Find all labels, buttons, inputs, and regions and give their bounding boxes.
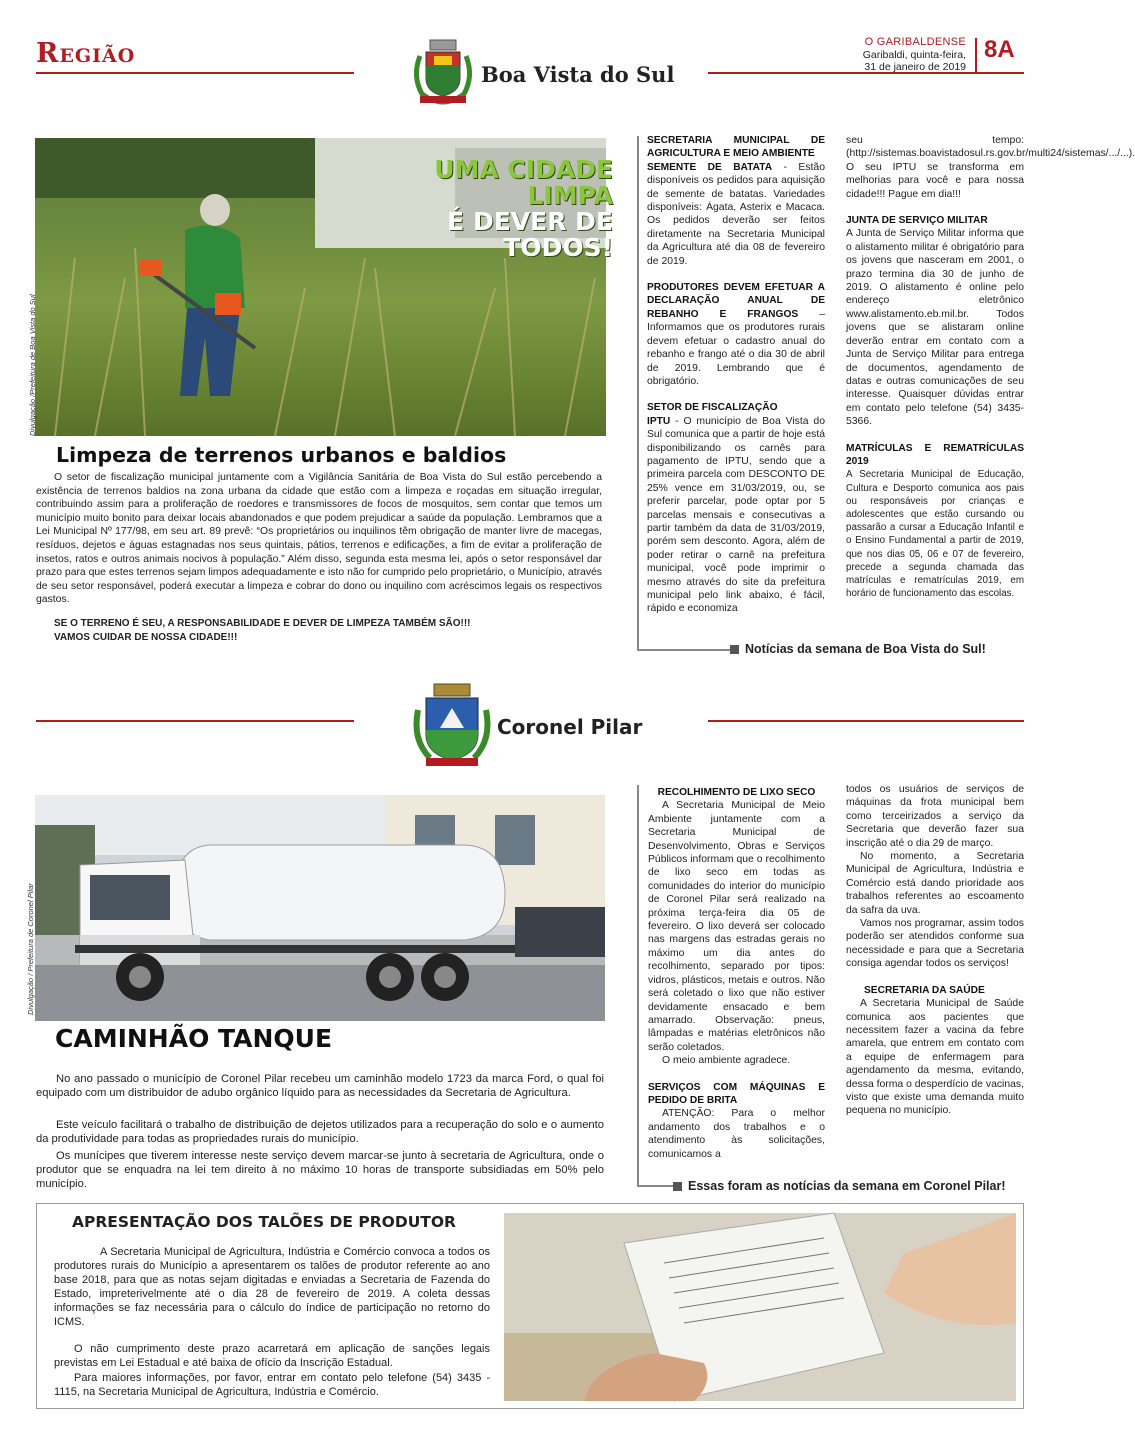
- section-title: Região: [36, 38, 136, 69]
- bvs-footer-tagline: [730, 642, 986, 656]
- cp-article-p1: No ano passado o município de Coronel Pilar recebeu um caminhão modelo 1723 da marca Ford, o qual foi equipado com um distribuidor de adubo orgânico líquido para as necessidades da Secretaria de Agricultura.: [36, 1073, 604, 1100]
- coronel-pilar-town-name: Coronel Pilar: [497, 715, 643, 739]
- scheduling-text: Vamos nos programar, assim todos poderão ser atendidos conforme sua necessidade e para que a Secretaria consiga agendar todos os serviços!: [846, 918, 1024, 970]
- cp-footer-text: Essas foram as notícias da semana em Coronel Pilar!: [688, 1179, 1006, 1193]
- cp-rule-left: [36, 720, 354, 722]
- square-bullet-icon: [673, 1182, 682, 1191]
- military-service-text: A Junta de Serviço Militar informa que o alistamento militar é obrigatório para os jovens que nasceram em 2001, o prazo termina dia 30 de junho de 2019. O alistamento é online pelo endereço eletrônico www.alistamento.eb.mil.br. Todos jovens que se alistaram online deverão entrar em contato com a Junta de Serviço Militar para entrega de documentos, agendamento de datas e outras comunicações de seu interesse. Quaisquer dúvidas entrar em contato pelo telefone (54) 3435-5366.: [846, 228, 1024, 428]
- bvs-photo-credit: Divulgação /Prefeitura de Boa Vista do Sul: [28, 294, 37, 436]
- cp-headline: CAMINHÃO TANQUE: [55, 1024, 333, 1053]
- paper-name: O GARIBALDENSE: [864, 36, 966, 48]
- bvs-emphasis-2: VAMOS CUIDAR DE NOSSA CIDADE!!!: [54, 632, 238, 643]
- campaign-banner: [343, 155, 613, 262]
- heading-machinery-services: SERVIÇOS COM MÁQUINAS E PEDIDO DE BRITA: [648, 1081, 825, 1106]
- bvs-headline: Limpeza de terrenos urbanos e baldios: [56, 443, 507, 467]
- heading-inspection: SETOR DE FISCALIZAÇÃO: [647, 402, 778, 414]
- cp-column-bracket: [637, 785, 639, 1187]
- dry-waste-text: A Secretaria Municipal de Meio Ambiente juntamente com a Secretaria Municipal de Desenvolvimento, Obras e Serviços Públicos informam que o recolhimento de lixo seco em todas as comunidades do interior do município de Coronel Pilar será realizado na próxima terça-feira dia 05 de fevereiro. O lixo deverá ser colocado nas margens das estradas gerais no máximo um dia antes do recolhimento, separado por tipos: vidros, plásticos, metais e outros. Não será coletado o lixo que não estiver devidamente ensacado e bem amarrado. Observação: pneus, lâmpadas e matérias eletrônicos não serão coletados.: [648, 800, 825, 1053]
- health-text: A Secretaria Municipal de Saúde comunica aos pacientes que necessitem fazer a vacina da febre amarela, que entrem em contato com a equipe de enfermagem para agendamento da mesma, evitando, dessa forma o desperdício de vacinas, visto que existe uma demanda muito pequena no município.: [846, 998, 1024, 1117]
- potato-seed-text: - Estão disponíveis os pedidos para aquisição de semente de batatas. Variedades disponíveis: Ágata, Asterix e Macaca. Os pedidos deverão ser feitos diretamente na Secretaria Municipal da Agricultura até dia 08 de fevereiro de 2019.: [647, 161, 825, 267]
- bvs-footer-text: Notícias da semana de Boa Vista do Sul!: [745, 642, 986, 656]
- boa-vista-coat-of-arms-icon: [408, 36, 478, 106]
- producer-notes-title: APRESENTAÇÃO DOS TALÕES DE PRODUTOR: [72, 1213, 456, 1231]
- iptu-link-text[interactable]: seu tempo: (http://sistemas.boavistadosul.rs.gov.br/multi24/sistemas/.../...).: [846, 135, 1135, 160]
- heading-iptu: IPTU: [647, 415, 671, 427]
- cp-news-column-1: [648, 786, 825, 1161]
- cp-article-p2: Este veículo facilitará o trabalho de distribuição de dejetos utilizados para a recuperação do solo e o aumento da produtividade para todas as propriedades rurais do município.: [36, 1119, 604, 1146]
- campaign-banner-line-1: UMA CIDADE LIMPA: [434, 155, 613, 210]
- campaign-banner-line-2: É DEVER DE TODOS!: [447, 207, 613, 262]
- cp-photo-credit: Divulgação / Prefeitura de Coronel Pilar: [26, 883, 35, 1015]
- machinery-services-text: ATENÇÃO: Para o melhor andamento dos trabalhos e o atendimento às solicitações, comunicamos a: [648, 1108, 825, 1160]
- cp-footer-tagline: [673, 1179, 1006, 1193]
- bvs-emphasis-1: SE O TERRENO É SEU, A RESPONSABILIDADE E DEVER DE LIMPEZA TAMBÉM SÃO!!!: [54, 618, 471, 629]
- grape-harvest-text: No momento, a Secretaria Municipal de Agricultura, Indústria e Comércio está dando prioridade aos trabalhos referentes ao escoamento da safra da uva.: [846, 851, 1024, 916]
- square-bullet-icon: [730, 645, 739, 654]
- enrollment-text: A Secretaria Municipal de Educação, Cultura e Desporto comunica aos pais ou responsáveis por crianças e adolescentes que estão cursando ou passarão a cursar a Educação Infantil e o Ensino Fundamental a partir de 2019, que nos dias 05, 06 e 07 de fevereiro, precede a segunda chamada das matrículas e rematrículas 2019, em horário de funcionamento das escolas.: [846, 469, 1024, 600]
- cp-rule-right: [708, 720, 1024, 722]
- header-rule-left: [36, 72, 354, 74]
- livestock-declaration-text: – Informamos que os produtores rurais devem efetuar o cadastro anual do rebanho e frango até o dia 30 de abril de 2019. Lembrando que é obrigatório.: [647, 308, 825, 387]
- bvs-article-body: O setor de fiscalização municipal juntamente com a Vigilância Sanitária de Boa Vista do Sul estão percebendo a existência de terrenos baldios na zona urbana da cidade que estão com a limpeza e roçadas em situação irregular, contribuindo assim para a proliferação de roedores e transmissores de focos de mosquitos, sem contar que temos um município muito bonito para deixar locais abandonados e que podem prejudicar a saúde da população. Lembramos que a Lei Municipal Nº 177/98, em seu art. 89 prevê: “Os proprietários ou inquilinos têm obrigação de manter livre de macegas, resíduos, dejetos e águas estagnadas nos seus quintais, pátios, terrenos e edificações, a fim de evitar a proliferação de insetos, ratos e outros animais nocivos à população.” Além disso, segunda esta mesma lei, após o setor responsável dar prazo para que estes terrenos sejam limpos adequadamente e isto não for cumprido pelo proprietário, o Município, através de seu setor responsável, poderá executar a limpeza e cobrar do dono ou inquilino com acréscimos legais os respectivos gastos.: [36, 472, 602, 606]
- bvs-news-column-1: [647, 134, 825, 629]
- heading-agriculture: SECRETARIA MUNICIPAL DE AGRICULTURA E MEIO AMBIENTE: [647, 135, 825, 160]
- tanker-truck-photo: [35, 795, 605, 1021]
- cp-column-bracket-bottom: [637, 1185, 677, 1187]
- producer-notes-p1: A Secretaria Municipal de Agricultura, Indústria e Comércio convoca a todos os produtores rurais do Município a apresentarem os talões de produtor referente ao ano base 2018, para que as notas sejam digitadas e enviadas a Secretaria de Fazenda do Estado, impreterivelmente até o dia 28 de fevereiro de 2019. A coleta dessas informações se faz necessária para o cálculo do índice de participação no retorno do ICMS.: [54, 1246, 490, 1328]
- bvs-column-bracket: [637, 136, 639, 651]
- bvs-news-column-2: [846, 134, 1135, 613]
- page-number: 8A: [984, 36, 1015, 63]
- machinery-registration-text: todos os usuários de serviços de máquinas da frota municipal bem como terceirizados a serviço da Secretaria que deverão fazer sua inscrição até o dia 29 de março.: [846, 784, 1024, 849]
- dry-waste-thanks: O meio ambiente agradece.: [662, 1055, 791, 1067]
- cp-article-p3: Os munícipes que tiverem interesse neste serviço devem marcar-se junto à secretaria de Agricultura, onde o produtor que se enquadra na lei tem direito à no máximo 10 horas de transporte subsidiadas em 50% pelo município.: [36, 1150, 604, 1191]
- date-line-2: 31 de janeiro de 2019: [864, 61, 966, 73]
- producer-notes-p3: Para maiores informações, por favor, entrar em contato pelo telefone (54) 3435 - 1115, na Secretaria Municipal de Agricultura, Indústria e Comércio.: [54, 1372, 490, 1398]
- boa-vista-town-name: Boa Vista do Sul: [481, 62, 675, 87]
- coronel-pilar-coat-of-arms-icon: [410, 680, 494, 768]
- heading-military-service: JUNTA DE SERVIÇO MILITAR: [846, 215, 988, 227]
- heading-dry-waste: RECOLHIMENTO DE LIXO SECO: [657, 787, 816, 798]
- bvs-column-bracket-bottom: [637, 649, 737, 651]
- heading-health: SECRETARIA DA SAÚDE: [864, 984, 985, 996]
- document-handover-photo: [504, 1213, 1016, 1401]
- heading-enrollment: MATRÍCULAS E REMATRÍCULAS 2019: [846, 442, 1024, 467]
- producer-notes-p2: O não cumprimento deste prazo acarretará em aplicação de sanções legais previstas em Lei Estadual e até baixa de ofício da Inscrição Estadual.: [54, 1343, 490, 1369]
- iptu-pay-text: O seu IPTU se transforma em melhorias para você e para nossa cidade!!! Pague em dia!!!: [846, 161, 1024, 200]
- heading-potato-seed: SEMENTE DE BATATA: [647, 161, 773, 173]
- date-line-1: Garibaldi, quinta-feira,: [862, 49, 966, 61]
- heading-livestock-declaration: PRODUTORES DEVEM EFETUAR A DECLARAÇÃO ANUAL DE REBANHO E FRANGOS: [647, 282, 825, 320]
- page-divider: [975, 38, 977, 72]
- iptu-text: - O município de Boa Vista do Sul comunica que a partir de hoje está disponibilizando os carnês para pagamento de IPTU, sendo que a primeira parcela com DESCONTO DE 25% vence em 31/03/2019, ou, se preferir parcelar, pode optar por 5 parcelas mensais e consecutivas a partir também da data de 31/03/2019, porém sem desconto. Agora, além de poder retirar o carnê na prefeitura municipal, você pode imprimir o mesmo através do site da prefeitura municipal pelo link abaixo, é fácil, rápido e economiza: [647, 415, 825, 615]
- cp-news-column-2: [846, 783, 1024, 1118]
